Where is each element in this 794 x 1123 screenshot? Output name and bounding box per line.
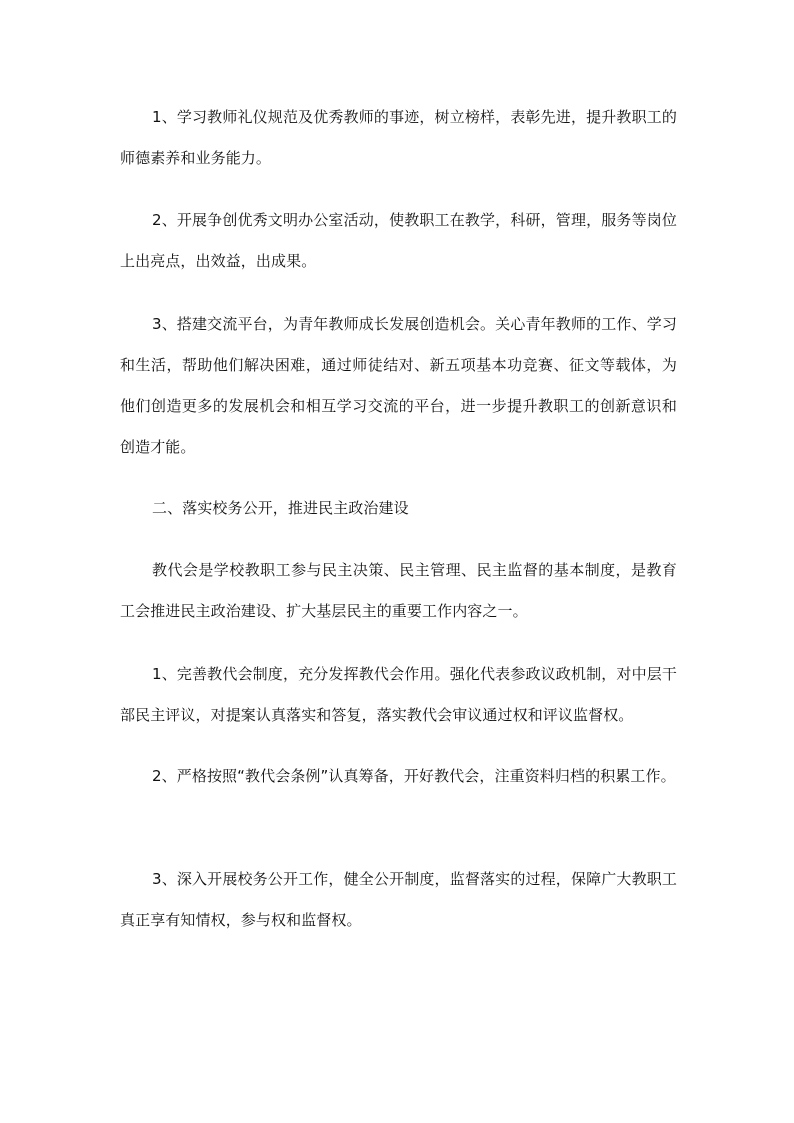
paragraph-5: 1、完善教代会制度，充分发挥教代会作用。强化代表参政议政机制，对中层干部民主评议，对提案认真落实和答复，落实教代会审议通过权和评议监督权。 bbox=[120, 665, 677, 724]
paragraph-3: 3、搭建交流平台，为青年教师成长发展创造机会。关心青年教师的工作、学习和生活，帮助他们解决困难，通过师徒结对、新五项基本功竞赛、征文等载体，为他们创造更多的发展机会和相互学习交流的平台，进一步提升教职工的创新意识和创造才能。 bbox=[120, 315, 677, 456]
paragraph-7: 3、深入开展校务公开工作，健全公开制度，监督落实的过程，保障广大教职工真正享有知情权，参与权和监督权。 bbox=[120, 870, 677, 929]
paragraph-6: 2、严格按照“教代会条例”认真筹备，开好教代会，注重资料归档的积累工作。 bbox=[152, 767, 676, 785]
paragraph-2: 2、开展争创优秀文明办公室活动，使教职工在教学，科研，管理，服务等岗位上出亮点，出效益，出成果。 bbox=[120, 211, 677, 270]
section-heading: 二、落实校务公开，推进民主政治建设 bbox=[152, 499, 409, 517]
paragraph-1: 1、学习教师礼仪规范及优秀教师的事迹，树立榜样，表彰先进，提升教职工的师德素养和业务能力。 bbox=[120, 108, 677, 167]
paragraph-4: 教代会是学校教职工参与民主决策、民主管理、民主监督的基本制度，是教育工会推进民主政治建设、扩大基层民主的重要工作内容之一。 bbox=[120, 561, 677, 620]
